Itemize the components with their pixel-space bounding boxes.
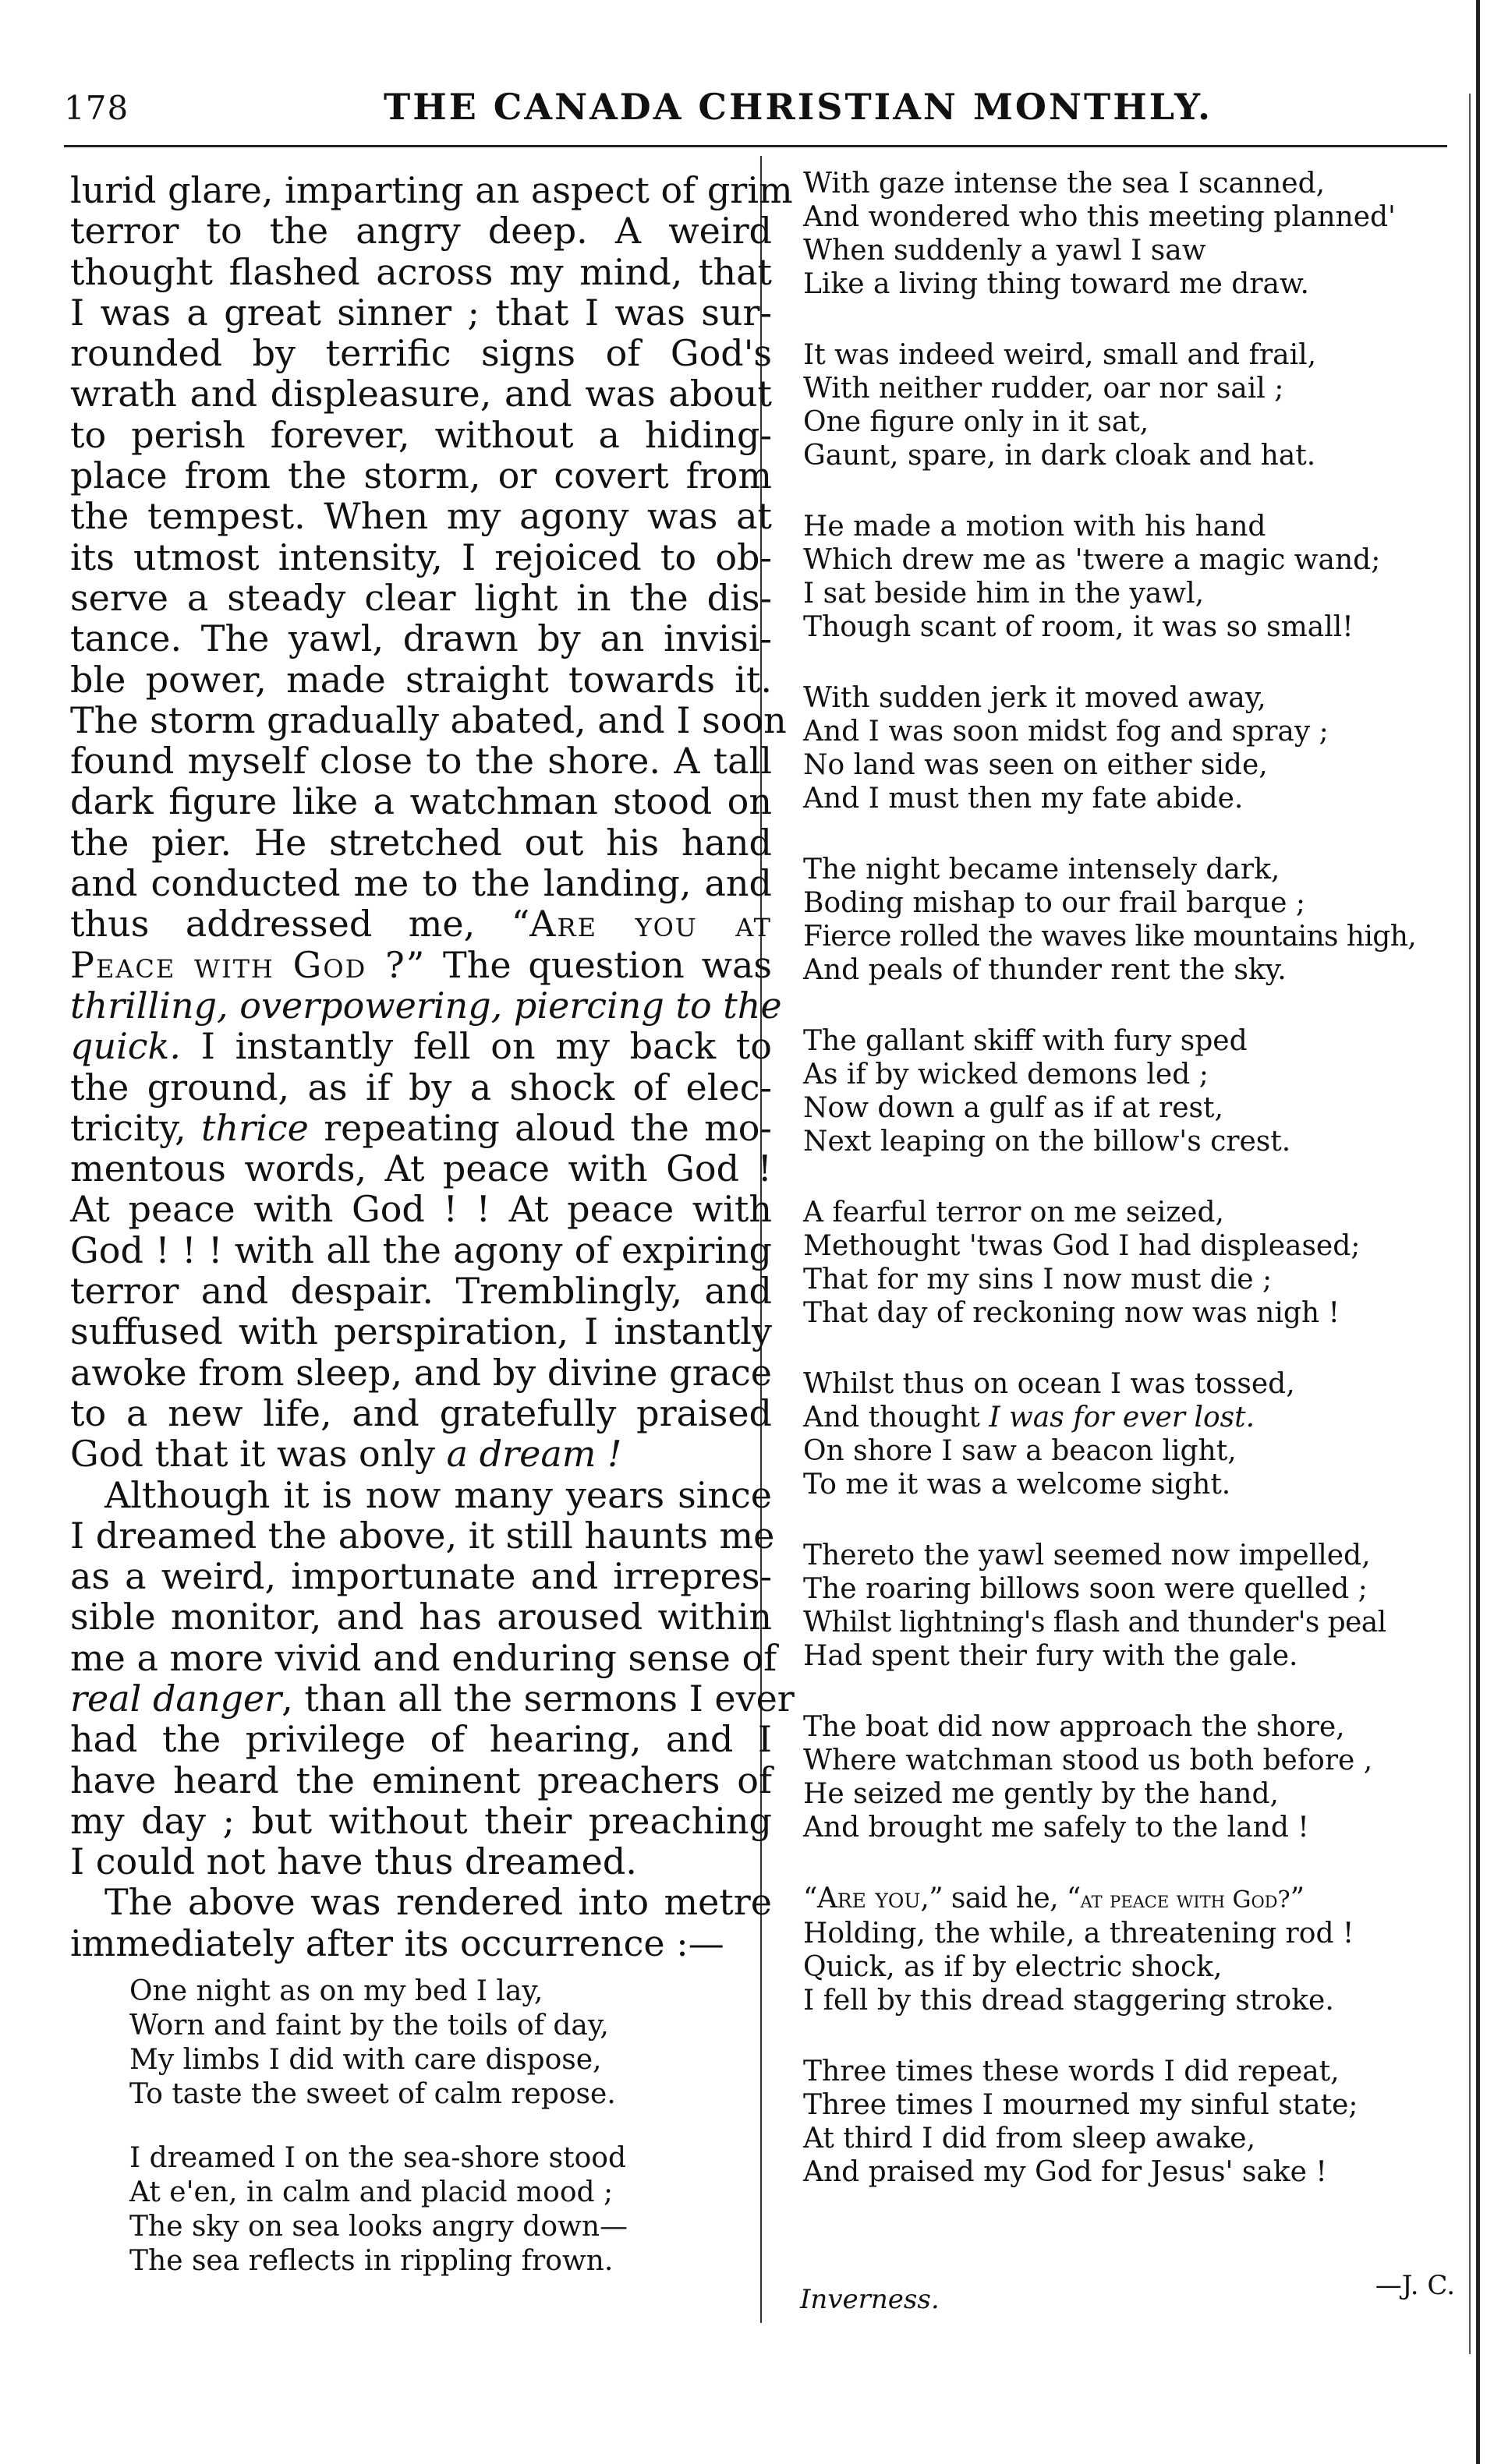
text-line: me a more vivid and enduring sense of (70, 1636, 777, 1679)
text-line: the pier. He stretched out his hand (70, 821, 772, 864)
poem-line: And praised my God for Jesus' sake ! (803, 2156, 1327, 2188)
text-line: suffused with perspiration, I instantly (70, 1310, 772, 1353)
left-column (70, 169, 795, 2308)
place-name: Inverness. (800, 2284, 940, 2315)
text-line: serve a steady clear light in the dis- (70, 576, 772, 619)
text-run: “ (803, 1882, 817, 1914)
poem-line: Like a living thing toward me draw. (803, 268, 1309, 300)
poem-line: A fearful terror on me seized, (803, 1197, 1224, 1228)
poem-stanza (803, 1367, 1458, 1501)
text-line: had the privilege of hearing, and I (70, 1718, 772, 1761)
poem-line: My limbs I did with care dispose, (129, 2044, 602, 2077)
italic-run: thrilling, overpowering, piercing to the (70, 984, 782, 1027)
text-line (70, 1026, 772, 1066)
poem-line: The sky on sea looks angry down— (129, 2211, 628, 2243)
poem-line: I dreamed I on the sea-shore stood (129, 2142, 627, 2175)
text-run: The question was (426, 943, 772, 986)
text-line: terror to the angry deep. A weird (70, 210, 772, 253)
page-header (64, 78, 1444, 140)
poem-line: No land was seen on either side, (803, 749, 1268, 781)
poem-line: That day of reckoning now was nigh ! (803, 1297, 1340, 1329)
text-line: found myself close to the shore. A tall (70, 740, 772, 783)
poem-line: And I must then my fate abide. (803, 783, 1244, 815)
text-line: tance. The yawl, drawn by an invisi- (70, 617, 772, 660)
poem-line: Which drew me as 'twere a magic wand; (803, 544, 1381, 576)
poem-line: Now down a gulf as if at rest, (803, 1092, 1223, 1124)
poem-line: The roaring billows soon were quelled ; (803, 1573, 1368, 1605)
text-run: tricity, (70, 1106, 202, 1149)
poem-line: With neither rudder, oar nor sail ; (803, 373, 1284, 405)
poem-line: One night as on my bed I lay, (129, 1975, 543, 2008)
text-line: God ! ! ! with all the agony of expiring (70, 1228, 772, 1271)
poem-left (70, 1974, 772, 2278)
poem-line: The sea reflects in rippling frown. (129, 2245, 614, 2278)
poem-stanza (803, 510, 1458, 644)
poem-line: I fell by this dread staggering stroke. (803, 1985, 1334, 2017)
italic-run: thrice (201, 1106, 309, 1149)
poem-stanza (803, 1024, 1458, 1158)
text-line: terror and despair. Tremblingly, and (70, 1270, 772, 1313)
poem-line: At e'en, in calm and placid mood ; (129, 2176, 614, 2209)
poem-line: And peals of thunder rent the sky. (803, 954, 1287, 986)
poem-line: And wondered who this meeting planned' (803, 201, 1396, 233)
poem-line: The gallant skiff with fury sped (803, 1025, 1248, 1057)
text-run: I instantly fell on my back to (181, 1025, 772, 1068)
poem-line: The boat did now approach the shore, (803, 1711, 1345, 1743)
poem-stanza (803, 2055, 1458, 2189)
poem-line: Gaunt, spare, in dark cloak and hat. (803, 440, 1316, 472)
poem-stanza (803, 167, 1458, 301)
poem-stanza (803, 681, 1458, 815)
text-line: the tempest. When my agony was at (70, 495, 772, 538)
poem-line: As if by wicked demons led ; (803, 1059, 1209, 1091)
text-run: And thought (803, 1402, 990, 1434)
text-line: the ground, as if by a shock of elec- (70, 1066, 772, 1108)
text-line: thought flashed across my mind, that (70, 250, 772, 293)
small-caps-run: Are you at (529, 903, 772, 946)
poem-line: To me it was a welcome sight. (803, 1469, 1231, 1501)
poem-line: Where watchman stood us both before , (803, 1745, 1373, 1776)
poem-line (803, 1882, 1458, 1917)
poem-stanza (129, 2141, 772, 2278)
poem-stanza (803, 1196, 1458, 1330)
poem-line: With sudden jerk it moved away, (803, 682, 1266, 714)
text-line: dark figure like a watchman stood on (70, 780, 772, 823)
poem-line (803, 1401, 1458, 1434)
poem-line: Whilst thus on ocean I was tossed, (803, 1368, 1295, 1400)
prose-paragraph (70, 169, 795, 1964)
text-line: At peace with God ! ! At peace with (70, 1188, 772, 1231)
poem-line: One figure only in it sat, (803, 406, 1149, 438)
poem-line: To taste the sweet of calm repose. (129, 2078, 616, 2111)
text-run: repeating aloud the mo- (308, 1106, 772, 1149)
poem-line: Methought 'twas God I had displeased; (803, 1230, 1361, 1262)
small-caps-run: Are you (816, 1882, 921, 1914)
poem-line: Boding mishap to our frail barque ; (803, 887, 1306, 919)
italic-run: I was for ever lost. (989, 1402, 1255, 1434)
poem-stanza (803, 1539, 1458, 1673)
italic-run: a dream ! (446, 1433, 622, 1476)
text-line: place from the storm, or covert from (70, 454, 772, 497)
text-line (70, 1108, 772, 1148)
text-line (70, 903, 772, 944)
text-line: I dreamed the above, it still haunts me (70, 1514, 775, 1557)
text-line (70, 1434, 772, 1474)
poem-line: With gaze intense the sea I scanned, (803, 168, 1326, 200)
poem-line: Worn and faint by the toils of day, (129, 2010, 609, 2042)
poem-line: Holding, the while, a threatening rod ! (803, 1918, 1354, 1950)
text-line: wrath and displeasure, and was about (70, 373, 772, 415)
text-line: rounded by terrific signs of God's (70, 332, 772, 375)
page-number: 178 (64, 89, 129, 127)
text-line: to a new life, and gratefully praised (70, 1391, 772, 1434)
text-line: ble power, made straight towards it. (70, 658, 772, 701)
poem-line: Quick, as if by electric shock, (803, 1951, 1223, 1983)
text-line: my day ; but without their preaching (70, 1799, 772, 1842)
poem-line: Had spent their fury with the gale. (803, 1640, 1298, 1672)
italic-run: real danger (70, 1677, 282, 1720)
poem-stanza (803, 1710, 1458, 1844)
poem-stanza (129, 1974, 772, 2112)
right-column (803, 167, 1458, 2226)
poem-line: Next leaping on the billow's crest. (803, 1126, 1291, 1158)
poem-line: Thereto the yawl seemed now impelled, (803, 1540, 1371, 1571)
text-line: immediately after its occurrence :— (70, 1921, 724, 1964)
text-run: , than all the sermons I ever (281, 1677, 795, 1720)
poem-line: Three times I mourned my sinful state; (803, 2089, 1358, 2121)
poem-line: Whilst lightning's flash and thunder's peal (803, 1607, 1386, 1639)
poem-line: I sat beside him in the yawl, (803, 578, 1205, 610)
poem-line: It was indeed weird, small and frail, (803, 339, 1317, 371)
text-line: The above was rendered into metre (104, 1881, 772, 1924)
poem-line: Fierce rolled the waves like mountains high, (803, 921, 1417, 953)
text-line: as a weird, importunate and irrepres- (70, 1555, 772, 1598)
poem-line: That for my sins I now must die ; (803, 1264, 1273, 1296)
running-title: THE CANADA CHRISTIAN MONTHLY. (384, 86, 1213, 128)
small-caps-run: at peace with God? (1080, 1886, 1290, 1914)
poem-stanza (803, 338, 1458, 472)
text-line: The storm gradually abated, and I soon (70, 698, 787, 741)
text-line (70, 1677, 795, 1720)
text-line: lurid glare, imparting an aspect of grim (70, 169, 793, 211)
text-line: I was a great sinner ; that I was sur- (70, 291, 772, 334)
page-edge-border-inner (1469, 94, 1471, 2354)
text-run: ,” said he, “ (920, 1882, 1081, 1914)
poem-line: At third I did from sleep awake, (803, 2123, 1256, 2155)
text-run: God that it was only (70, 1433, 447, 1476)
header-rule (64, 145, 1447, 147)
text-line (70, 984, 782, 1027)
page-edge-border (1476, 0, 1480, 2464)
text-run: thus addressed me, “ (70, 903, 530, 946)
text-line: awoke from sleep, and by divine grace (70, 1351, 772, 1394)
poem-line: The night became intensely dark, (803, 854, 1280, 886)
author-signature: —J. C. (1375, 2270, 1455, 2301)
poem-line: He made a motion with his hand (803, 511, 1266, 543)
poem-line: Though scant of room, it was so small! (803, 611, 1354, 643)
text-line: mentous words, At peace with God ! (70, 1147, 772, 1190)
poem-line: He seized me gently by the hand, (803, 1778, 1279, 1810)
poem-signoff (800, 2270, 1455, 2315)
text-line: Although it is now many years since (104, 1473, 772, 1516)
poem-line: And brought me safely to the land ! (803, 1812, 1309, 1844)
text-line: its utmost intensity, I rejoiced to ob- (70, 536, 772, 578)
text-line: and conducted me to the landing, and (70, 862, 772, 905)
poem-stanza (803, 1882, 1458, 2017)
text-line: have heard the eminent preachers of (70, 1759, 772, 1801)
text-run: ” (1290, 1882, 1305, 1914)
small-caps-run: Peace with God ?” (70, 943, 427, 986)
poem-line: Three times these words I did repeat, (803, 2056, 1340, 2088)
text-line: I could not have thus dreamed. (70, 1840, 637, 1883)
poem-line: On shore I saw a beacon light, (803, 1435, 1237, 1467)
text-line: to perish forever, without a hiding- (70, 413, 772, 456)
text-line (70, 945, 772, 985)
italic-run: quick. (70, 1025, 182, 1068)
poem-line: When suddenly a yawl I saw (803, 235, 1206, 267)
poem-right (803, 167, 1458, 2189)
poem-stanza (803, 853, 1458, 987)
text-line: sible monitor, and has aroused within (70, 1596, 772, 1639)
poem-line: And I was soon midst fog and spray ; (803, 716, 1329, 748)
